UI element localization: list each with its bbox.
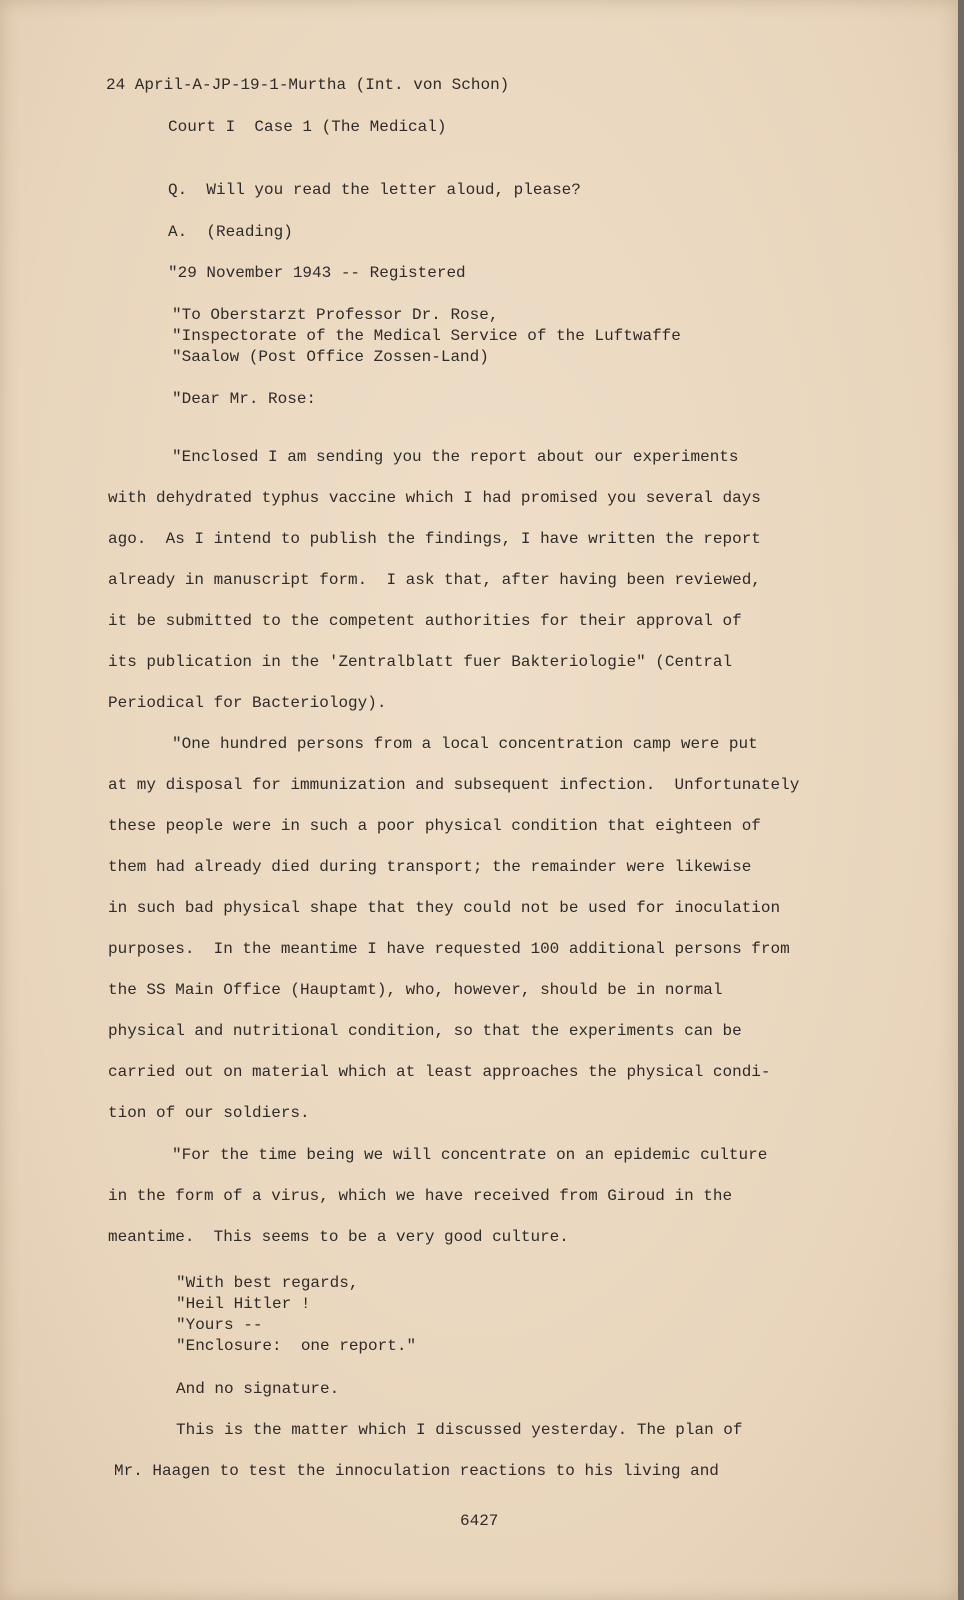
salutation-line: "Dear Mr. Rose: bbox=[172, 390, 317, 408]
paragraph-line: with dehydrated typhus vaccine which I had promised you several days bbox=[108, 489, 761, 507]
page-number: 6427 bbox=[460, 1512, 499, 1530]
paragraph-line: tion of our soldiers. bbox=[108, 1104, 310, 1122]
paragraph-line: Mr. Haagen to test the innoculation reactions to his living and bbox=[114, 1462, 719, 1480]
address-line: "To Oberstarzt Professor Dr. Rose, bbox=[172, 306, 499, 324]
paragraph-line: them had already died during transport; the remainder were likewise bbox=[108, 858, 752, 876]
paragraph-line: at my disposal for immunization and subsequent infection. Unfortunately bbox=[108, 776, 800, 794]
letter-date-line: "29 November 1943 -- Registered bbox=[168, 264, 466, 282]
paragraph-line: in such bad physical shape that they could not be used for inoculation bbox=[108, 899, 781, 917]
session-line: 24 April-A-JP-19-1-Murtha (Int. von Schon) bbox=[106, 76, 510, 94]
paragraph-line: meantime. This seems to be a very good culture. bbox=[108, 1228, 569, 1246]
paragraph-line: "Enclosed I am sending you the report about our experiments bbox=[172, 448, 739, 466]
paragraph-line: This is the matter which I discussed yesterday. The plan of bbox=[176, 1421, 743, 1439]
paragraph-line: these people were in such a poor physical condition that eighteen of bbox=[108, 817, 761, 835]
paragraph-line: in the form of a virus, which we have received from Giroud in the bbox=[108, 1187, 733, 1205]
paragraph-line: Periodical for Bacteriology). bbox=[108, 694, 387, 712]
closing-line: "With best regards, bbox=[176, 1274, 359, 1292]
answer-line: A. (Reading) bbox=[168, 223, 293, 241]
note-line: And no signature. bbox=[176, 1380, 340, 1398]
closing-line: "Yours -- bbox=[176, 1316, 263, 1334]
paragraph-line: its publication in the 'Zentralblatt fuer Bakteriologie" (Central bbox=[108, 653, 733, 671]
paragraph-line: "One hundred persons from a local concentration camp were put bbox=[172, 735, 758, 753]
paragraph-line: already in manuscript form. I ask that, after having been reviewed, bbox=[108, 571, 761, 589]
paragraph-line: the SS Main Office (Hauptamt), who, however, should be in normal bbox=[108, 981, 723, 999]
address-line: "Inspectorate of the Medical Service of the Luftwaffe bbox=[172, 327, 681, 345]
closing-line: "Heil Hitler ! bbox=[176, 1295, 311, 1313]
court-line: Court I Case 1 (The Medical) bbox=[168, 118, 447, 136]
paragraph-line: carried out on material which at least approaches the physical condi- bbox=[108, 1063, 771, 1081]
paragraph-line: purposes. In the meantime I have requested 100 additional persons from bbox=[108, 940, 790, 958]
question-line: Q. Will you read the letter aloud, please? bbox=[168, 181, 581, 199]
paragraph-line: ago. As I intend to publish the findings, I have written the report bbox=[108, 530, 761, 548]
address-line: "Saalow (Post Office Zossen-Land) bbox=[172, 348, 489, 366]
closing-line: "Enclosure: one report." bbox=[176, 1337, 417, 1355]
paragraph-line: it be submitted to the competent authorities for their approval of bbox=[108, 612, 742, 630]
paragraph-line: "For the time being we will concentrate on an epidemic culture bbox=[172, 1146, 768, 1164]
paragraph-line: physical and nutritional condition, so that the experiments can be bbox=[108, 1022, 742, 1040]
